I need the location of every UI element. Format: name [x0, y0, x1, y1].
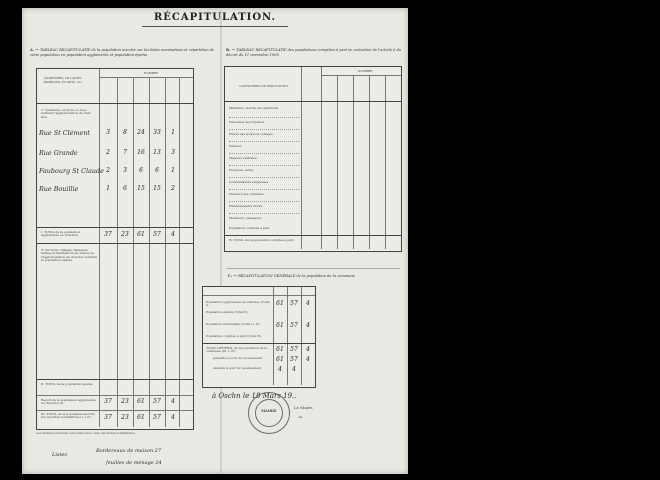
- total-1-val-2: 23: [121, 231, 129, 238]
- bottom-note-1: Bordereaux de maison 27: [96, 448, 162, 454]
- report-val-1: 37: [104, 398, 112, 405]
- b-row-4: Détenus: [229, 144, 242, 148]
- page-title: RÉCAPITULATION.: [153, 12, 277, 23]
- row-name-1: Rue St Clément: [39, 129, 90, 137]
- section-1-label: 1° Quartiers, sections ou rues formant l'agglomération du chef-lieu.: [41, 108, 92, 119]
- b-total-label: IV. TOTAL de la population comptée à part.: [229, 238, 295, 242]
- row-1-val-1: 3: [106, 129, 110, 136]
- report-val-2: 23: [121, 398, 129, 405]
- heading-b: B. — TABLEAU RÉCAPITULATIF des populations comptées à part en exécution de l'article 6 du décret du 11 novembre 1905.: [226, 48, 402, 57]
- stamp-text: MAIRIE: [261, 409, 277, 413]
- maire-label: Le Maire,: [294, 405, 314, 410]
- row-3-val-3: 6: [139, 167, 143, 174]
- c-row-1-val-1: 61: [276, 300, 284, 307]
- row-1-val-4: 33: [153, 129, 161, 136]
- row-3-val-5: 1: [171, 167, 175, 174]
- c-row-6-val-1: 61: [276, 356, 284, 363]
- row-2-val-5: 3: [171, 149, 175, 156]
- row-2-val-3: 16: [137, 149, 145, 156]
- total-3-val-4: 57: [153, 414, 161, 421]
- row-2-val-1: 2: [106, 149, 110, 156]
- place-date: à Oschn le 18 Mars 19..: [212, 392, 297, 400]
- total-1-val-1: 37: [104, 231, 112, 238]
- b-row-11: Population comptée à part: [229, 226, 270, 230]
- total-1-val-4: 57: [153, 231, 161, 238]
- report-val-3: 61: [137, 398, 145, 405]
- total-3-val-1: 37: [104, 414, 112, 421]
- c-row-2-label: Population éparse (Total II): [206, 310, 248, 314]
- maire-signature: ~: [298, 414, 304, 421]
- b-row-2: Personnel des hôpitaux: [229, 120, 265, 124]
- c-row-6-val-3: 4: [306, 356, 310, 363]
- col-nombre-b-header: NOMBRE: [357, 69, 373, 73]
- c-row-1-val-2: 57: [290, 300, 298, 307]
- census-sheet: [22, 8, 408, 474]
- b-row-10: Mariniers, passagers: [229, 216, 262, 220]
- bottom-note-2: feuilles de ménage 24: [106, 460, 162, 466]
- bottom-left-note: Listes: [52, 452, 68, 458]
- row-name-2: Rue Grande: [39, 149, 78, 157]
- row-4-val-3: 15: [137, 185, 145, 192]
- total-3-val-2: 23: [121, 414, 129, 421]
- c-row-4-label: Population comptée à part (Total IV): [206, 334, 262, 338]
- row-1-val-2: 8: [123, 129, 127, 136]
- row-4-val-1: 1: [106, 185, 110, 192]
- c-row-3-label: Population municipale (Total I + II): [206, 322, 260, 326]
- total-1-val-3: 61: [137, 231, 145, 238]
- col-nombre-header: NOMBRE: [143, 71, 159, 75]
- b-row-1: Militaires, marins des garnisons: [229, 106, 279, 110]
- b-row-9: Établissements divers: [229, 204, 263, 208]
- heading-a: A. — TABLEAU RÉCAPITULATIF de la population inscrite sur les listes nominatives et répartition de cette population en population agglomérée et population éparse.: [30, 48, 215, 57]
- row-4-val-2: 6: [123, 185, 127, 192]
- c-row-5-val-3: 4: [306, 346, 310, 353]
- total-3-label: III. TOTAL de la population inscrite sur les listes nominatives (I + II).: [41, 412, 95, 420]
- c-row-3-val-2: 57: [290, 322, 298, 329]
- row-2-val-4: 13: [153, 149, 161, 156]
- c-row-7-val-1: 4: [278, 366, 282, 373]
- footnote-a: Les numéros doivent concorder avec ceux des listes nominatives.: [36, 431, 136, 435]
- row-1-val-5: 1: [171, 129, 175, 136]
- c-row-5-val-1: 61: [276, 346, 284, 353]
- table-c: [202, 286, 316, 388]
- row-name-3: Faubourg St Claude: [39, 167, 104, 175]
- c-row-1-label: Population agglomérée au chef-lieu (Total I): [206, 300, 270, 308]
- b-row-3: Élèves des lycées et collèges: [229, 132, 273, 136]
- total-2-label: II. TOTAL de la population éparse.: [41, 382, 94, 386]
- col-quartiers-header: QUARTIERS, VILLAGES, HAMEAUX, ÉCARTS, etc.: [43, 76, 83, 84]
- col-categories-header: CATÉGORIES DE POPULATION.: [239, 84, 289, 88]
- table-a: [36, 68, 194, 430]
- row-2-val-2: 7: [123, 149, 127, 156]
- b-row-5: Maisons centrales: [229, 156, 257, 160]
- page-fold: [220, 8, 222, 474]
- section-2-label: 2° Sections, villages, hameaux, fermes et habitations en dehors de l'agglomération du chef-lieu formant la population éparse.: [41, 248, 97, 263]
- row-3-val-2: 3: [123, 167, 127, 174]
- c-row-3-val-3: 4: [306, 322, 310, 329]
- row-1-val-3: 24: [137, 129, 145, 136]
- title-rule: [142, 26, 288, 27]
- c-row-5-val-2: 57: [290, 346, 298, 353]
- table-b: [224, 66, 402, 252]
- heading-c: C. — RÉCAPITULATION GÉNÉRALE de la population de la commune: [228, 274, 355, 278]
- report-val-4: 57: [153, 398, 161, 405]
- row-4-val-4: 15: [153, 185, 161, 192]
- c-row-5-label: TOTAL GÉNÉRAL de la population de la commune (III + IV): [206, 346, 268, 354]
- row-4-val-5: 2: [171, 185, 175, 192]
- b-row-8: Ouvriers des chantiers: [229, 192, 264, 196]
- report-val-5: 4: [171, 398, 175, 405]
- total-1-label: I. TOTAL de la population agglomérée au chef-lieu.: [41, 230, 81, 238]
- b-row-6: Hospices, asiles: [229, 168, 254, 172]
- row-name-4: Rue Bouillie: [39, 185, 79, 193]
- c-row-6-val-2: 57: [290, 356, 298, 363]
- total-3-val-3: 61: [137, 414, 145, 421]
- b-row-7: Communautés religieuses: [229, 180, 269, 184]
- b-notes: [226, 254, 400, 269]
- row-3-val-1: 2: [106, 167, 110, 174]
- c-row-7-label: absente le jour du recensement: [213, 366, 262, 370]
- total-3-val-5: 4: [171, 414, 175, 421]
- mairie-stamp: [248, 392, 290, 434]
- c-row-7-val-2: 4: [292, 366, 296, 373]
- c-row-3-val-1: 61: [276, 322, 284, 329]
- row-3-val-4: 6: [155, 167, 159, 174]
- c-row-1-val-3: 4: [306, 300, 310, 307]
- total-1-val-5: 4: [171, 231, 175, 238]
- c-row-6-label: présente le jour du recensement: [213, 356, 263, 360]
- report-label: Report de la population agglomérée au chef-lieu (I).: [41, 398, 96, 406]
